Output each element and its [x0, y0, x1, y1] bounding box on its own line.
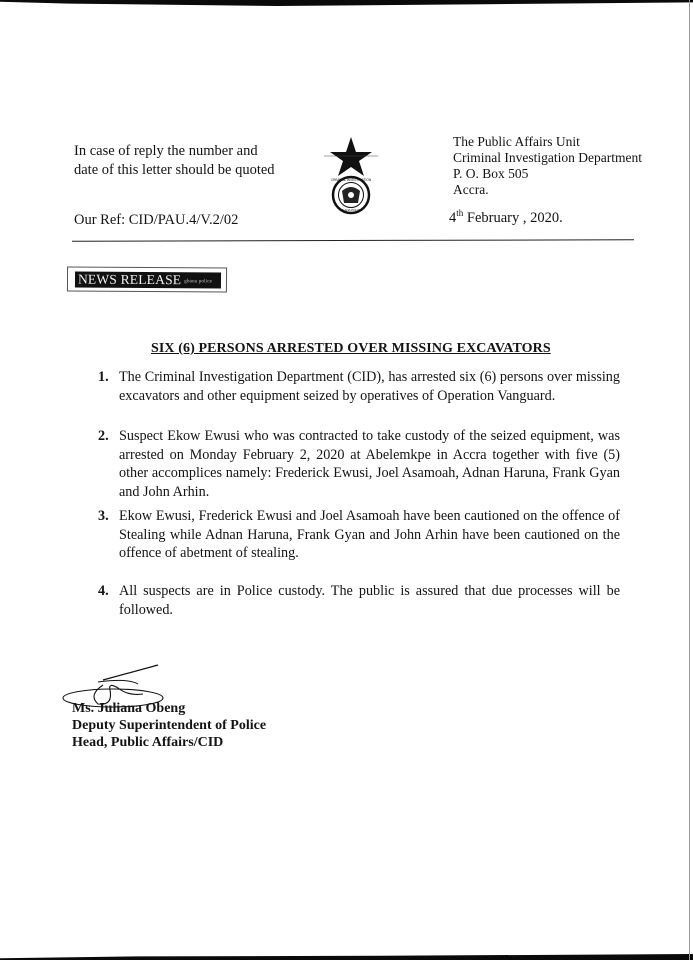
scan-edge-bottom	[0, 954, 693, 960]
signatory-title: Deputy Superintendent of Police	[72, 718, 267, 733]
paragraph-1	[98, 368, 620, 405]
date-day: 4	[449, 210, 457, 226]
our-reference: Our Ref: CID/PAU.4/V.2/02	[74, 212, 239, 228]
svg-text:GHANA POLICE: GHANA POLICE	[339, 208, 363, 212]
paragraph-number: 3.	[98, 508, 109, 524]
reply-note-line: In case of reply the number and	[74, 143, 258, 159]
reply-note-line: date of this letter should be quoted	[74, 162, 275, 178]
news-release-label: NEWS RELEASE	[77, 271, 182, 288]
address-line: The Public Affairs Unit	[453, 134, 580, 149]
news-release-tag: ghana police	[184, 279, 213, 285]
scan-edge-top	[0, 0, 693, 6]
scan-edge-right	[689, 0, 690, 960]
paragraph-number: 2.	[98, 428, 109, 444]
address-line: P. O. Box 505	[453, 166, 529, 181]
ghana-police-crest-icon	[318, 135, 384, 215]
news-release-banner	[67, 266, 227, 292]
paragraph-text: Suspect Ekow Ewusi who was contracted to take custody of the seized equipment, was arrested on Monday February 2, 2020 at Abelemkpe in Accra together with five (5) other accomplices namely: Frederick Ewusi, Joel Asamoah, Adnan Haruna, Frank Gyan and John Arhin.	[119, 428, 620, 500]
signatory-office: Head, Public Affairs/CID	[72, 735, 224, 750]
paragraph-4	[98, 582, 620, 619]
paragraph-text: The Criminal Investigation Department (CID), has arrested six (6) persons over missing excavators and other equipment seized by operatives of Operation Vanguard.	[119, 369, 620, 404]
date-suffix: th	[456, 208, 464, 218]
sender-address	[453, 134, 642, 198]
address-line: Criminal Investigation Department	[453, 150, 642, 165]
paragraph-2	[98, 427, 620, 501]
paragraph-3	[98, 507, 620, 563]
header-divider	[72, 239, 634, 241]
signatory-name: Ms. Juliana Obeng	[72, 701, 186, 716]
paragraph-text: All suspects are in Police custody. The public is assured that due processes will be followed.	[119, 583, 620, 618]
paragraph-number: 4.	[98, 583, 109, 599]
headline: SIX (6) PERSONS ARRESTED OVER MISSING EXCAVATORS	[151, 341, 551, 356]
paragraph-number: 1.	[98, 369, 109, 385]
letter-date	[449, 208, 563, 227]
signature-block	[72, 700, 266, 751]
paragraph-text: Ekow Ewusi, Frederick Ewusi and Joel Asamoah have been cautioned on the offence of Stealing while Adnan Haruna, Frank Gyan and John Arhin have been cautioned on the offence of abetment of stealing.	[119, 508, 620, 561]
svg-text:CRIMINAL INVESTIGATION: CRIMINAL INVESTIGATION	[330, 178, 372, 182]
reply-note	[74, 142, 275, 180]
news-release-label-box	[75, 271, 221, 288]
address-line: Accra.	[453, 182, 489, 197]
date-rest: February , 2020.	[463, 210, 563, 226]
